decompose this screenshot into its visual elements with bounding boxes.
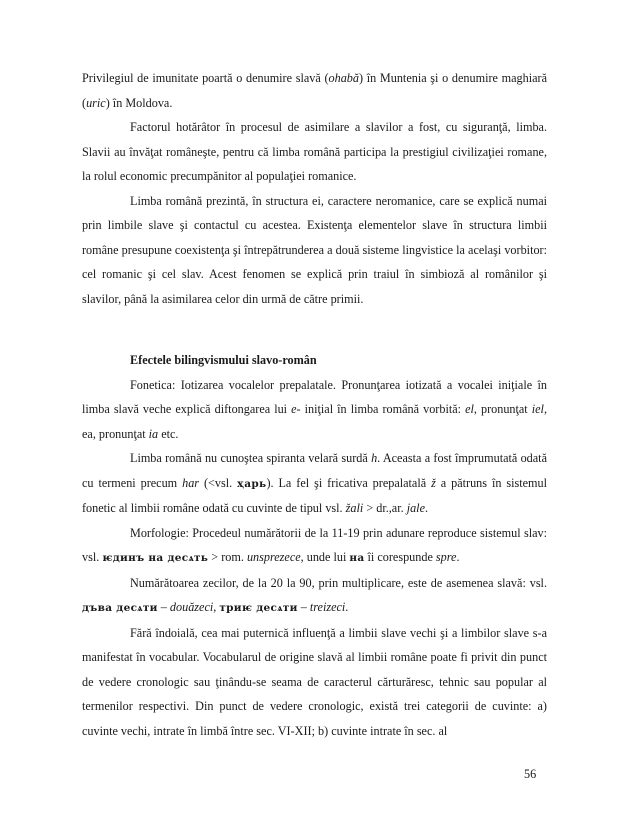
text-run: , ea, pronunţat [82, 402, 547, 441]
text-run: Morfologie: Procedeul numărătorii de la 11-19 prin adunare reproduce sistemul slav: vsl. [82, 525, 547, 564]
text-run: (<vsl. [199, 475, 238, 490]
text-run: – [297, 600, 310, 614]
text-run: îi corespunde [364, 550, 436, 564]
text-run: – [157, 600, 170, 614]
italic-term: e- [291, 402, 301, 416]
text-run: . Aceasta a fost împrumutată odată cu termeni precum [82, 451, 547, 490]
italic-term: iel [531, 402, 544, 416]
italic-term: har [182, 475, 200, 490]
paragraph-vocabular: Fără îndoială, cea mai puternică influenţă a limbii slave vechi şi a limbilor slave s-a manifestat în vocabular. Vocabularul de origine slavă al limbii române poate fi privit din punct de vedere cronologic sau ţinându-se seama de caracterul cărturăresc, tehnic sau popular al termenilor respectivi. Din punct de vedere cronologic, există trei categorii de cuvinte: a) cuvinte vechi, intrate în limbă între sec. VI-XII; b) cuvinte intrate în sec. al [82, 625, 547, 738]
text-run: > dr.,ar. [363, 501, 407, 515]
paragraph-spiranta [82, 446, 547, 521]
paragraph-fonetica [82, 373, 547, 447]
text-run: . [456, 550, 460, 564]
italic-term: el [465, 402, 474, 416]
slavonic-term: ѥдинъ на десѧть [102, 552, 209, 564]
paragraph-zeci [82, 571, 547, 621]
text-run: ) în Muntenia şi o denumire maghiară ( [82, 71, 547, 110]
text-run: , pronunţat [473, 402, 532, 416]
italic-term: žali [345, 501, 364, 515]
paragraph-ohaba [82, 66, 547, 115]
italic-term: treizeci [309, 600, 346, 614]
italic-term: jale [406, 501, 425, 515]
text-run: Numărătoarea zecilor, de la 20 la 90, prin multiplicare, este de asemenea slavă: vsl. [130, 575, 547, 590]
italic-term: unsprezece [246, 550, 301, 564]
italic-term: ohabă [328, 71, 359, 85]
text-run: a pătruns în sistemul fonetic al limbii române odată cu cuvinte de tipul vsl. [82, 475, 548, 515]
text-run: Privilegiul de imunitate poartă o denumire slavă ( [82, 71, 329, 85]
text-run: iniţial în limba română vorbită: [300, 402, 466, 416]
text-run: Limba română nu cunoştea spiranta velară surdă [130, 451, 372, 465]
italic-term: ž [431, 475, 436, 490]
paragraph-factor-asimilare: Factorul hotărâtor în procesul de asimilare a slavilor a fost, cu siguranţă, limba. Slavii au învăţat româneşte, pentru că limba română participa la prestigiul civilizaţiei romane, la rolul economic precumpănitor al populaţiei romanice. [82, 120, 547, 183]
text-run: . [345, 600, 349, 614]
slavonic-term: на [349, 552, 365, 564]
text-run: , [213, 600, 220, 614]
paragraph-morfologie [82, 521, 547, 571]
text-run: ) în Moldova. [105, 95, 173, 110]
italic-term: ia [148, 426, 159, 441]
italic-term: douăzeci [169, 600, 214, 614]
section-spacer [82, 311, 547, 348]
text-run: ). La fel şi fricativa prepalatală [266, 475, 432, 490]
body-text [82, 66, 547, 743]
text-run: > rom. [208, 550, 247, 564]
slavonic-term: триѥ десѧти [219, 602, 298, 614]
page-number: 56 [524, 767, 537, 781]
italic-term: uric [86, 95, 106, 110]
slavonic-term: ҳарь [237, 477, 267, 490]
text-run: , unde lui [300, 550, 350, 564]
text-run: Fonetica: Iotizarea vocalelor prepalatale. Pronunţarea iotizată a vocalei iniţiale în limba slavă veche explică diftongarea lui [82, 377, 547, 416]
paragraph-caractere-neromanice: Limba română prezintă, în structura ei, caractere neromanice, care se explică numai prin limbile slave şi contactul cu acestea. Existenţa elementelor slave în structura limbii române presupune coexistenţa şi întrepătrunderea a două sisteme lingvistice la acelaşi vorbitor: cel romanic şi cel slav. Acest fenomen se explică prin traiul în simbioză al românilor şi slavilor, până la asimilarea celor din urmă de către primii. [82, 193, 547, 306]
text-run: . [424, 501, 429, 515]
section-heading: Efectele bilingvismului slavo-român [130, 353, 317, 367]
italic-term: spre [435, 550, 457, 564]
slavonic-term: дъва десѧти [82, 602, 158, 614]
text-run: etc. [158, 426, 179, 441]
italic-term: h [371, 451, 378, 465]
